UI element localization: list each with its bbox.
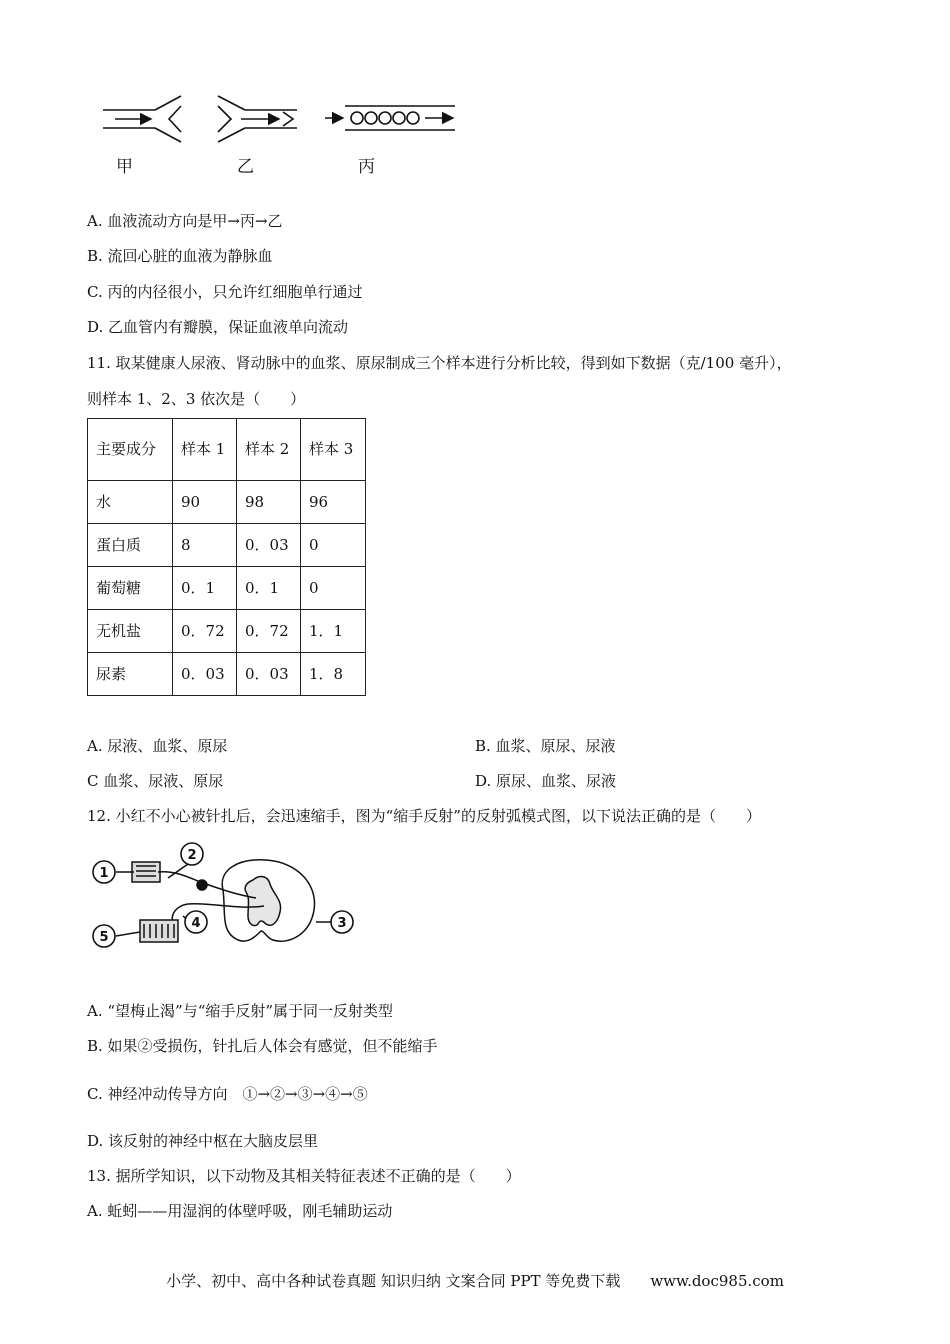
q12-option-b: B. 如果②受损伤，针扎后人体会有感觉，但不能缩手 (87, 1037, 438, 1055)
table-header-cell: 主要成分 (88, 419, 173, 481)
reflex-label-5: 5 (99, 930, 109, 945)
sample-table (87, 418, 366, 696)
q12-option-a: A. “望梅止渴”与“缩手反射”属于同一反射类型 (87, 1002, 394, 1020)
q11-stem-line1: 11. 取某健康人尿液、肾动脉中的血浆、原尿制成三个样本进行分析比较，得到如下数据（克/100 毫升）， (87, 354, 792, 372)
reflex-label-3: 3 (337, 916, 347, 931)
q11-option-a: A. 尿液、血浆、原尿 (87, 737, 228, 755)
table-cell: 蛋白质 (88, 524, 173, 567)
table-cell: 8 (173, 524, 237, 567)
table-cell: 96 (301, 481, 366, 524)
reflex-arc-figure (88, 840, 363, 952)
vessel-jia (103, 96, 181, 142)
table-row (88, 481, 366, 524)
q13-option-a: A. 蚯蚓——用湿润的体壁呼吸，刚毛辅助运动 (87, 1202, 393, 1220)
vessel-label-bing: 丙 (358, 157, 375, 177)
vessel-label-yi: 乙 (237, 157, 254, 177)
q11-option-d: D. 原尿、血浆、尿液 (475, 772, 617, 790)
table-cell: 水 (88, 481, 173, 524)
reflex-label-2: 2 (187, 848, 197, 863)
q10-option-d: D. 乙血管内有瓣膜，保证血液单向流动 (87, 318, 349, 336)
table-cell: 0．72 (237, 610, 301, 653)
table-cell: 1．8 (301, 653, 366, 696)
grey-matter (245, 877, 280, 926)
table-row (88, 567, 366, 610)
table-cell: 0．72 (173, 610, 237, 653)
table-cell: 葡萄糖 (88, 567, 173, 610)
table-cell: 0．03 (237, 524, 301, 567)
table-header-cell: 样本 3 (301, 419, 366, 481)
receptor (132, 862, 160, 882)
q13-stem: 13. 据所学知识，以下动物及其相关特征表述不正确的是（ ） (87, 1167, 521, 1185)
table-cell: 尿素 (88, 653, 173, 696)
table-cell: 1．1 (301, 610, 366, 653)
table-cell: 0 (301, 524, 366, 567)
table-header-row (88, 419, 366, 481)
ganglion (197, 880, 207, 890)
q12-option-c: C. 神经冲动传导方向 ①→②→③→④→⑤ (87, 1085, 368, 1103)
table-cell: 98 (237, 481, 301, 524)
table-row (88, 653, 366, 696)
table-cell: 0．03 (173, 653, 237, 696)
page-footer: 小学、初中、高中各种试卷真题 知识归纳 文案合同 PPT 等免费下载 www.doc985.com (166, 1272, 784, 1290)
table-cell: 无机盐 (88, 610, 173, 653)
q12-stem: 12. 小红不小心被针扎后，会迅速缩手，图为“缩手反射”的反射弧模式图，以下说法正确的是（ ） (87, 807, 761, 825)
vessel-yi (218, 96, 297, 142)
vessel-bing (325, 106, 455, 130)
table-cell: 0．1 (173, 567, 237, 610)
q11-option-b: B. 血浆、原尿、尿液 (475, 737, 616, 755)
q10-option-c: C. 丙的内径很小，只允许红细胞单行通过 (87, 283, 363, 301)
q11-option-c: C 血浆、尿液、原尿 (87, 772, 224, 790)
table-cell: 0 (301, 567, 366, 610)
table-cell: 0．1 (237, 567, 301, 610)
table-cell: 0．03 (237, 653, 301, 696)
q11-stem-line2: 则样本 1、2、3 依次是（ ） (87, 390, 306, 408)
table-row (88, 610, 366, 653)
effector (140, 920, 178, 942)
q12-option-d: D. 该反射的神经中枢在大脑皮层里 (87, 1132, 319, 1150)
vessel-label-jia: 甲 (116, 157, 133, 177)
table-header-cell: 样本 1 (173, 419, 237, 481)
blood-vessel-figure (95, 92, 465, 182)
table-cell: 90 (173, 481, 237, 524)
q10-option-b: B. 流回心脏的血液为静脉血 (87, 247, 273, 265)
q10-option-a: A. 血液流动方向是甲→丙→乙 (87, 212, 283, 230)
reflex-label-4: 4 (191, 916, 201, 931)
table-header-cell: 样本 2 (237, 419, 301, 481)
table-row (88, 524, 366, 567)
reflex-label-1: 1 (99, 866, 109, 881)
